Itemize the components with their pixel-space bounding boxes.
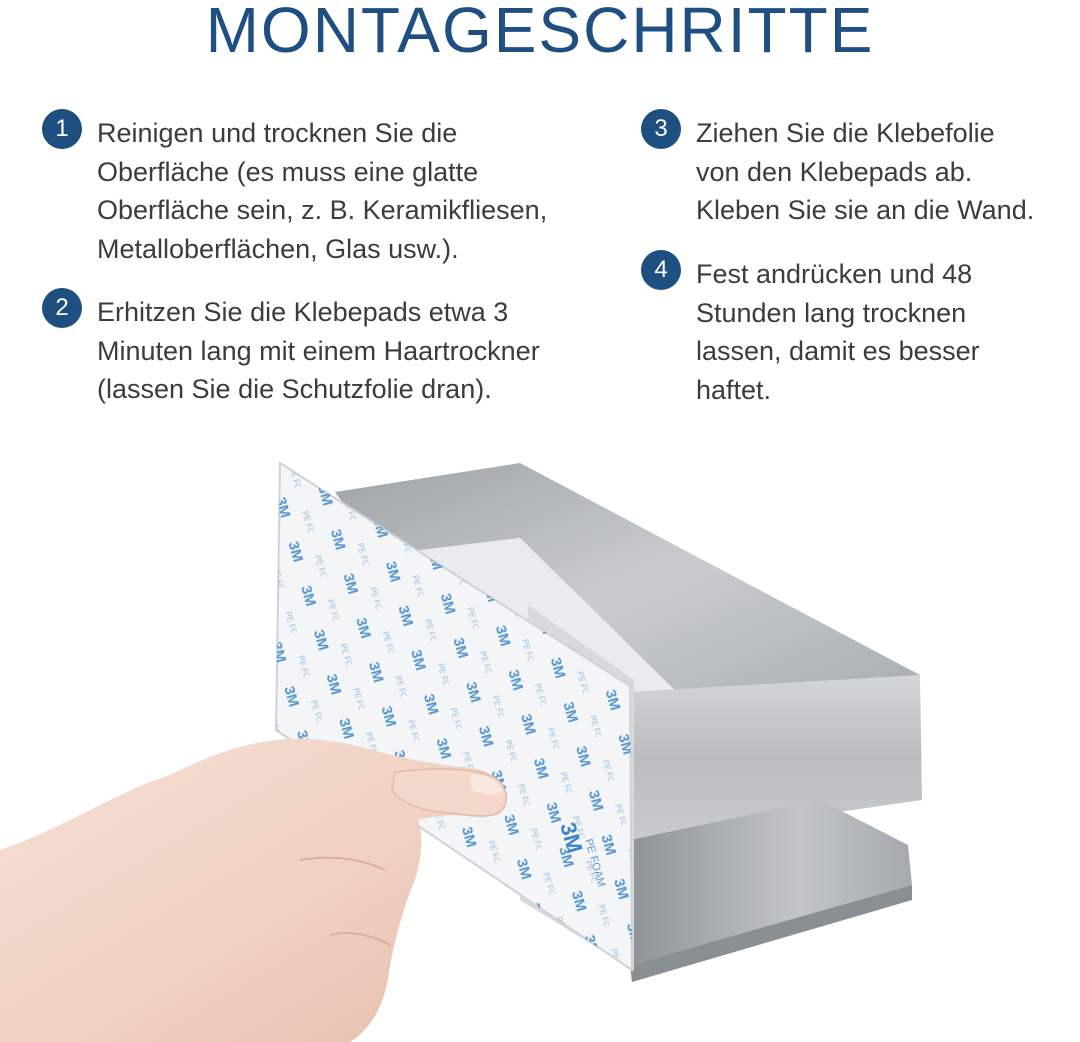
step-3 — [641, 114, 1080, 230]
step-1 — [42, 114, 642, 268]
step-number-badge: 3 — [641, 109, 681, 149]
step-text: Erhitzen Sie die Klebepads etwa 3 Minuten lang mit einem Haartrockner (lassen Sie die Schutzfolie dran). — [97, 297, 540, 404]
page-title: MONTAGESCHRITTE — [205, 0, 875, 66]
product-photo — [0, 430, 1080, 1042]
step-text: Fest andrücken und 48 Stunden lang trocknen lassen, damit es besser haftet. — [696, 259, 980, 405]
adhesive-logo-text: 3M — [555, 819, 588, 856]
step-2 — [42, 293, 642, 409]
step-number-badge: 4 — [641, 250, 681, 290]
step-4 — [641, 255, 1080, 409]
step-text: Ziehen Sie die Klebefolie von den Klebepads ab. Kleben Sie sie an die Wand. — [696, 118, 1035, 225]
step-number-badge: 1 — [42, 109, 82, 149]
step-number-badge: 2 — [42, 288, 82, 328]
adhesive-foam-text: PE FOAM — [582, 837, 608, 889]
step-text: Reinigen und trocknen Sie die Oberfläche (es muss eine glatte Oberfläche sein, z. B. Keramikfliesen, Metalloberflächen, Glas usw.). — [97, 118, 548, 264]
